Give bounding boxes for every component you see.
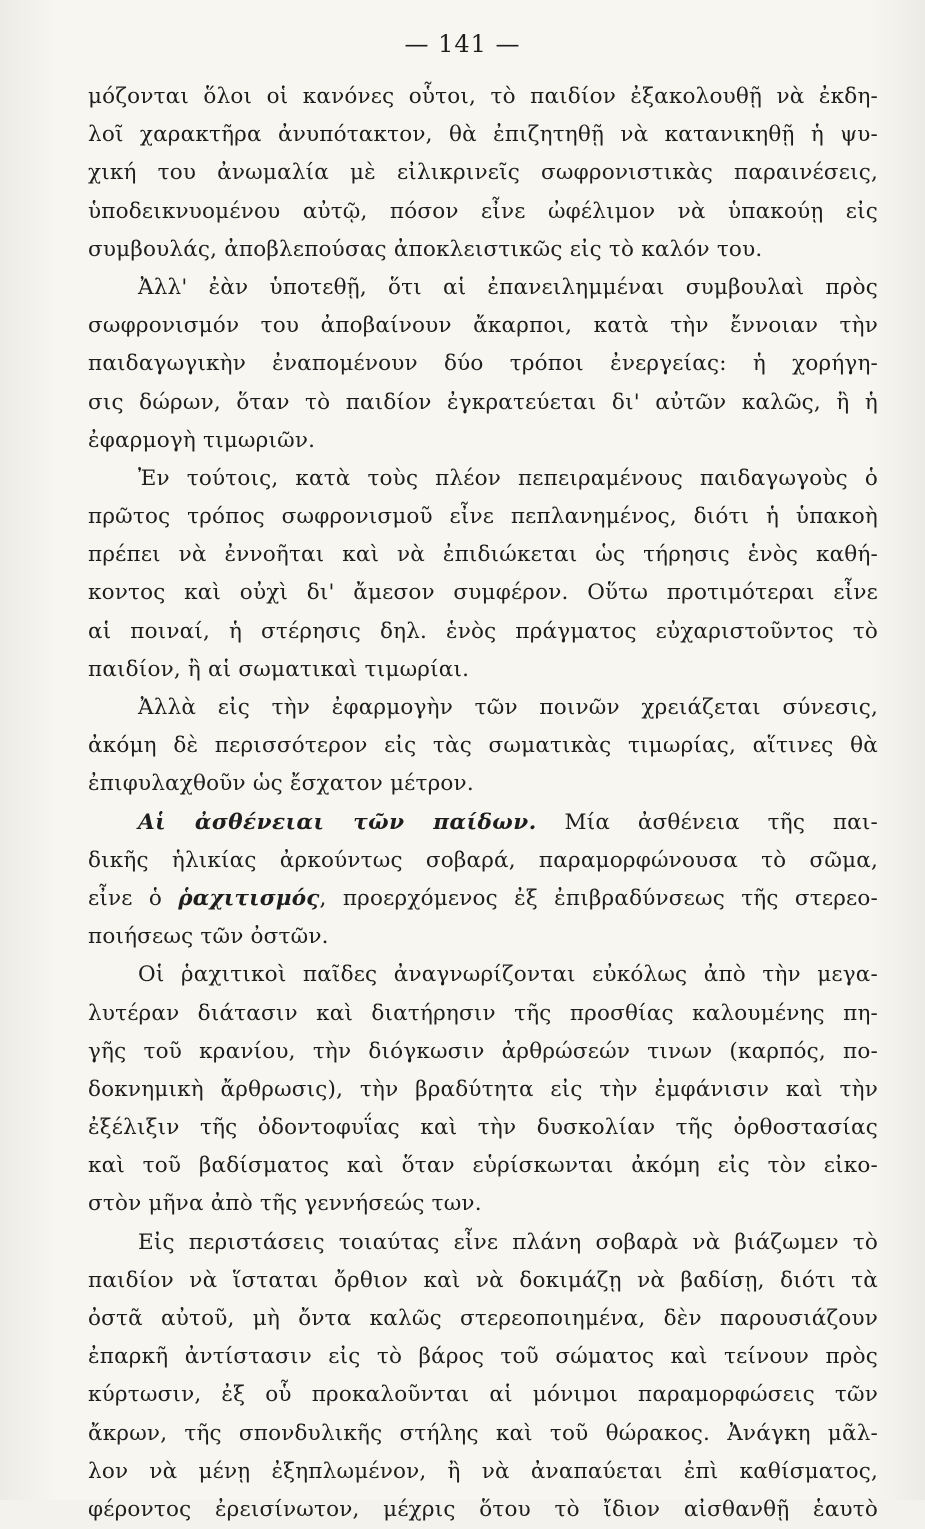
text-line: παιδίον νὰ ἵσταται ὄρθιον καὶ νὰ δοκιμάζῃ νὰ βαδίσῃ, διότι τὰ xyxy=(88,1267,878,1293)
term-prefix: εἶνε ὁ xyxy=(88,885,162,911)
text-line: ποιήσεως τῶν ὀστῶν. xyxy=(88,924,329,950)
text-line: ἄκρων, τῆς σπονδυλικῆς στήλης καὶ τοῦ θώρακος. Ἀνάγκη μᾶλ- xyxy=(88,1420,878,1446)
text-line: γῆς τοῦ κρανίου, τὴν διόγκωσιν ἀρθρώσεών τινων (καρπός, πο- xyxy=(88,1038,878,1064)
body-text xyxy=(88,78,878,1529)
text-line: λοῖ χαρακτῆρα ἀνυπότακτον, θὰ ἐπιζητηθῇ νὰ κατανικηθῇ ἡ ψυ- xyxy=(88,122,878,148)
text-line: ἐπιφυλαχθοῦν ὡς ἔσχατον μέτρον. xyxy=(88,771,474,797)
text-line: παιδαγωγικὴν ἐναπομένουν δύο τρόποι ἐνεργείας: ἡ χορήγη- xyxy=(88,351,878,377)
page-number: — 141 — xyxy=(404,30,521,58)
heading-line-text: Μία ἀσθένεια τῆς παι- xyxy=(564,809,878,835)
text-line: κοντος καὶ οὐχὶ δι' ἄμεσον συμφέρον. Οὕτω προτιμότεραι εἶνε xyxy=(88,580,878,606)
text-line: σωφρονισμόν του ἀποβαίνουν ἄκαρποι, κατὰ τὴν ἔννοιαν τὴν xyxy=(88,313,878,339)
text-line: παιδίον, ἢ αἱ σωματικαὶ τιμωρίαι. xyxy=(88,656,470,682)
text-line: φέροντος ἐρεισίνωτον, μέχρις ὅτου τὸ ἴδιον αἰσθανθῇ ἑαυτὸ xyxy=(88,1496,878,1522)
text-line: μόζονται ὅλοι οἱ κανόνες οὗτοι, τὸ παιδίον ἐξακολουθῇ νὰ ἐκδη- xyxy=(88,84,878,109)
text-line: λον νὰ μένῃ ἐξηπλωμένον, ἢ νὰ ἀναπαύεται ἐπὶ καθίσματος, xyxy=(88,1458,878,1484)
text-line: σις δώρων, ὅταν τὸ παιδίον ἐγκρατεύεται δι' αὐτῶν καλῶς, ἢ ἡ xyxy=(88,389,878,415)
text-line: λυτέραν διάτασιν καὶ διατήρησιν τῆς προσθίας καλουμένης πη- xyxy=(88,1000,878,1026)
text-line: πρῶτος τρόπος σωφρονισμοῦ εἶνε πεπλανημένος, διότι ἡ ὑπακοὴ xyxy=(88,504,878,530)
text-line: ὑποδεικνυομένου αὐτῷ, πόσον εἶνε ὠφέλιμον νὰ ὑπακούῃ εἰς xyxy=(88,198,878,224)
text-line: δοκνημικὴ ἄρθρωσις), τὴν βραδύτητα εἰς τὴν ἐμφάνισιν καὶ τὴν xyxy=(88,1076,878,1102)
text-line: ὀστᾶ αὐτοῦ, μὴ ὄντα καλῶς στερεοποιημένα, δὲν παρουσιάζουν xyxy=(88,1306,878,1331)
text-line: πρέπει νὰ ἐννοῆται καὶ νὰ ἐπιδιώκεται ὡς τήρησις ἑνὸς καθή- xyxy=(88,542,878,568)
text-line: ἐπαρκῆ ἀντίστασιν εἰς τὸ βάρος τοῦ σώματος καὶ τείνουν πρὸς xyxy=(88,1344,878,1370)
text-line: συμβουλάς, ἀποβλεπούσας ἀποκλειστικῶς εἰς τὸ καλόν του. xyxy=(88,236,763,262)
paragraph-start: Εἰς περιστάσεις τοιαύτας εἶνε πλάνη σοβαρὰ νὰ βιάζωμεν τὸ xyxy=(138,1229,878,1255)
text-line: ἐξέλιξιν τῆς ὀδοντοφυΐας καὶ τὴν δυσκολίαν τῆς ὀρθοστασίας xyxy=(88,1115,878,1141)
section-heading: Αἱ ἀσθένειαι τῶν παίδων. xyxy=(138,809,537,835)
text-line: ἀκόμη δὲ περισσότερον εἰς τὰς σωματικὰς τιμωρίας, αἵτινες θὰ xyxy=(88,733,878,759)
paragraph-start: Οἱ ῥαχιτικοὶ παῖδες ἀναγνωρίζονται εὐκόλως ἀπὸ τὴν μεγα- xyxy=(138,962,878,988)
text-line: καὶ τοῦ βαδίσματος καὶ ὅταν εὑρίσκωνται ἀκόμη εἰς τὸν εἰκο- xyxy=(88,1153,878,1179)
text-line: δικῆς ἡλικίας ἀρκούντως σοβαρά, παραμορφώνουσα τὸ σῶμα, xyxy=(88,847,878,873)
text-line: στὸν μῆνα ἀπὸ τῆς γεννήσεώς των. xyxy=(88,1191,482,1217)
term-line xyxy=(88,880,878,918)
text-line: χική του ἀνωμαλία μὲ εἰλικρινεῖς σωφρονιστικὰς παραινέσεις, xyxy=(88,160,878,186)
text-line: ἐφαρμογὴ τιμωριῶν. xyxy=(88,427,316,453)
section-heading-line xyxy=(88,804,878,842)
emphasized-term: ῥαχιτισμός xyxy=(178,885,320,911)
text-line: κύρτωσιν, ἐξ οὗ προκαλοῦνται αἱ μόνιμοι παραμορφώσεις τῶν xyxy=(88,1382,878,1408)
paragraph-start: Ἀλλ' ἐὰν ὑποτεθῇ, ὅτι αἱ ἐπανειλημμέναι συμβουλαὶ πρὸς xyxy=(138,274,878,300)
paragraph-start: Ἐν τούτοις, κατὰ τοὺς πλέον πεπειραμένους παιδαγωγοὺς ὁ xyxy=(138,465,878,491)
paragraph-start: Ἀλλὰ εἰς τὴν ἐφαρμογὴν τῶν ποινῶν χρειάζεται σύνεσις, xyxy=(138,695,878,720)
text-line: αἱ ποιναί, ἡ στέρησις δηλ. ἑνὸς πράγματος εὐχαριστοῦντος τὸ xyxy=(88,618,878,644)
term-line-text: , προερχόμενος ἐξ ἐπιβραδύνσεως τῆς στερεο- xyxy=(319,885,878,911)
